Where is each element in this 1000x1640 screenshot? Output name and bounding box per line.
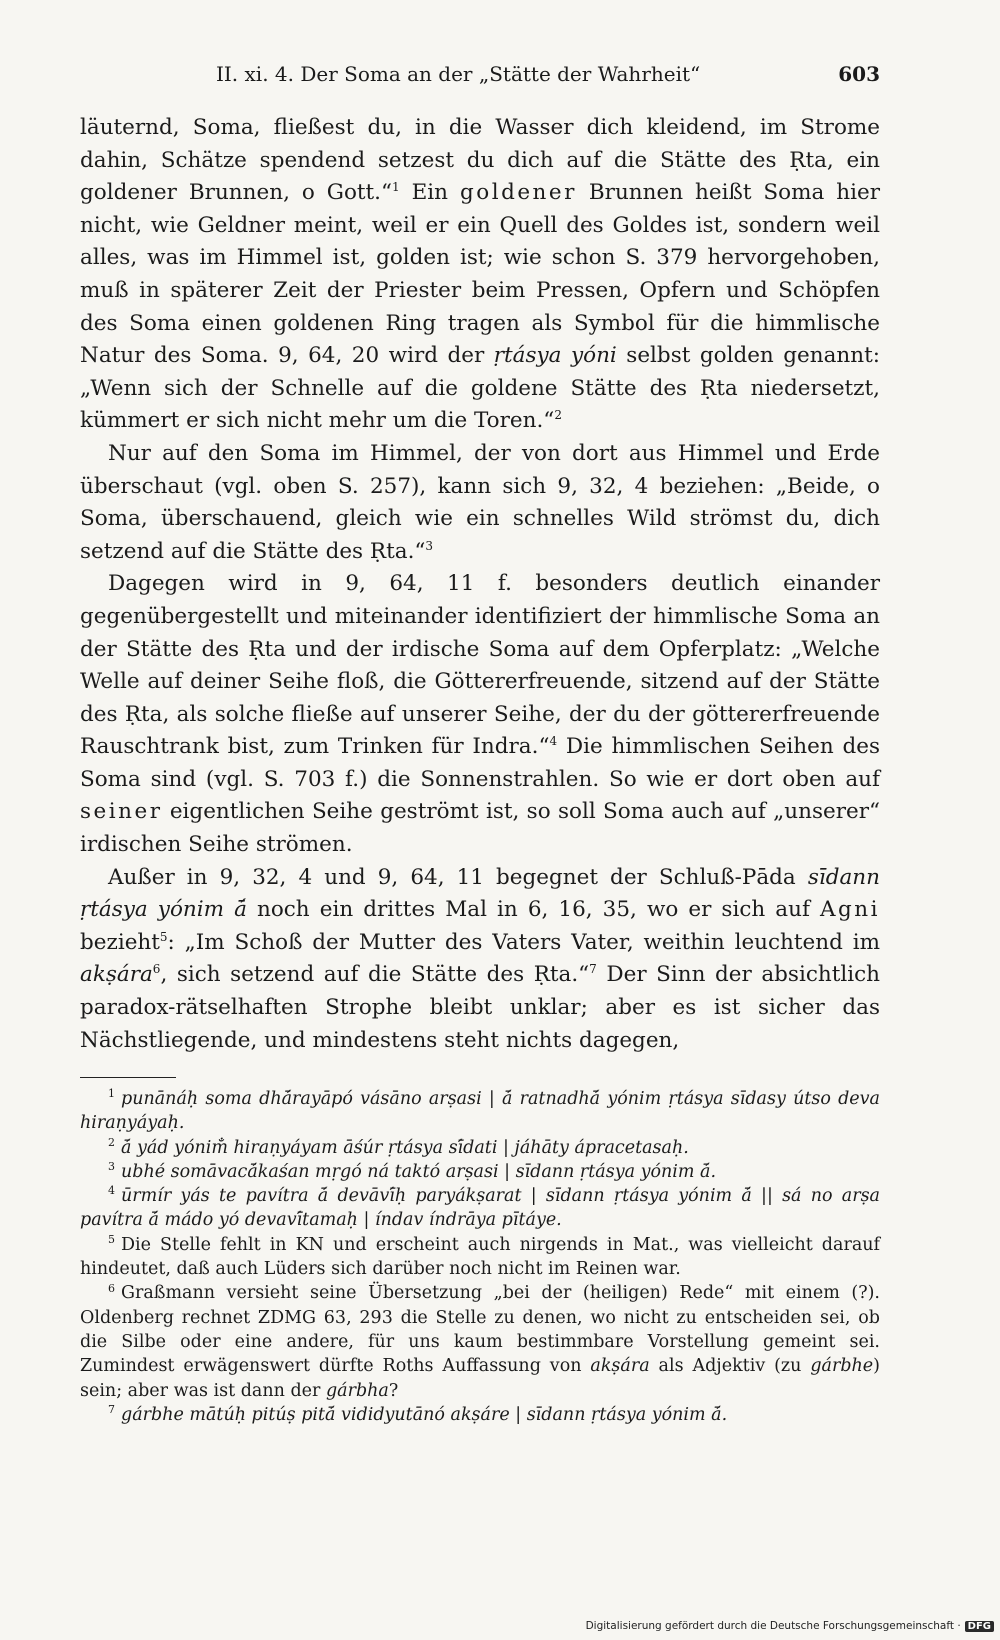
text-run: , sich setzend auf die Stätte des Ṛta.“ bbox=[160, 962, 590, 988]
paragraph bbox=[80, 438, 880, 568]
footnote-number: 3 bbox=[108, 1160, 115, 1174]
footnote-number: 5 bbox=[108, 1232, 115, 1246]
text-run: selbst golden genannt: „Wenn sich der Schnelle auf die goldene Stätte des Ṛta niedersetzt, kümmert er sich nicht mehr um die Toren.“ bbox=[80, 343, 880, 434]
footnote bbox=[80, 1136, 880, 1160]
running-title: II. xi. 4. Der Soma an der „Stätte der Wahrheit“ bbox=[216, 62, 701, 86]
italic-term: gárbhe bbox=[810, 1356, 874, 1377]
footnote-text: Graßmann versieht seine Übersetzung „bei der (heiligen) Rede“ mit einem (?). Oldenberg rechnet ZDMG 63, 293 die Stelle zu denen, wo nicht zu entscheiden sei, ob die Silbe oder eine andere, für uns kaum bestimmbare Vorstellung gemeint sei. Zumindest erwägenswert dürfte Roths Auffassung von bbox=[80, 1283, 880, 1377]
paragraph bbox=[80, 862, 880, 1058]
digitization-credit bbox=[586, 1620, 994, 1632]
text-run: Der Sinn der absichtlich paradox-rätselhaften Strophe bleibt unklar; aber es ist sicher das Nächstliegende, und mindestens steht nichts dagegen, bbox=[80, 962, 880, 1053]
text-run: Dagegen wird in 9, 64, 11 f. besonders deutlich einander gegenübergestellt und miteinander identifiziert der himmlische Soma an der Stätte des Ṛta und der irdische Soma auf dem Opferplatz: „Welche Welle auf deiner Seihe floß, die Göttererfreuende, sitzend auf der Stätte des Ṛta, als solche fließe auf unserer Seihe, der du der göttererfreuende Rauschtrank bist, zum Trinken für Indra.“ bbox=[80, 571, 880, 760]
footnote-text: ) sein; aber was ist dann der bbox=[80, 1356, 880, 1401]
paragraph bbox=[80, 568, 880, 861]
text-run: Die himmlischen Seihen des Soma sind (vgl. S. 703 f.) die Sonnenstrahlen. So wie er dort oben auf bbox=[80, 734, 880, 792]
footnote-ref[interactable]: 2 bbox=[554, 408, 562, 423]
footnote-text: Die Stelle fehlt in KN und erscheint auch nirgends in Mat., was vielleicht darauf hindeutet, daß auch Lüders sich darüber noch nicht im Reinen war. bbox=[80, 1234, 880, 1280]
footnote-text: als Adjektiv (zu bbox=[649, 1356, 811, 1377]
text-run: läuternd, Soma, fließest du, in die Wasser dich kleidend, im Strome dahin, Schätze spendend setzest du dich auf die Stätte des Ṛta, ein goldener Brunnen, o Gott.“ bbox=[80, 115, 880, 206]
footnote-number: 1 bbox=[108, 1087, 115, 1101]
italic-term: gárbha bbox=[325, 1380, 389, 1401]
text-run: bezieht bbox=[80, 929, 160, 955]
footnote-separator bbox=[80, 1077, 176, 1078]
text-run: noch ein drittes Mal in 6, 16, 35, wo er sich auf bbox=[246, 897, 820, 923]
footnote bbox=[80, 1403, 880, 1427]
footnote-ref[interactable]: 7 bbox=[589, 962, 597, 977]
footnote-number: 7 bbox=[108, 1403, 115, 1417]
italic-term: sīdann ṛtásya yónim ā́ bbox=[80, 864, 880, 923]
footnote-ref[interactable]: 4 bbox=[549, 734, 558, 749]
footnote-text: ā́ yád yónim̐ hiraṇyáyam āśúr ṛtásya sī́dati | jáhāty ápracetasaḥ. bbox=[121, 1137, 689, 1158]
footnote-number: 6 bbox=[108, 1281, 115, 1295]
text-run: eigentlichen Seihe geströmt ist, so soll Soma auch auf „unserer“ irdischen Seihe strömen. bbox=[80, 799, 880, 858]
italic-term: akṣára bbox=[80, 962, 153, 988]
footnote-number: 4 bbox=[108, 1184, 115, 1198]
spaced-emphasis: Agni bbox=[820, 897, 881, 923]
footnote-text: ūrmír yás te pavítra ā́ devāvī́ḥ paryákṣarat | sīdann ṛtásya yónim ā́ || sá no arṣa pavítra ā́ mádo yó devavī́tamaḥ | índav índrāya pītáye. bbox=[80, 1186, 880, 1231]
footnote bbox=[80, 1160, 880, 1184]
text-run: Ein bbox=[399, 180, 460, 206]
footnote-text: gárbhe mātúḥ pitúṣ pitā́ vididyutānó akṣáre | sīdann ṛtásya yónim ā́. bbox=[121, 1404, 728, 1425]
footnote bbox=[80, 1184, 880, 1233]
footnote-text: punānáḥ soma dhā́rayāpó vásāno arṣasi | ā́ ratnadhā́ yónim ṛtásya sīdasy útso deva hiraṇyáyaḥ. bbox=[80, 1089, 880, 1134]
footnote-number: 2 bbox=[108, 1135, 115, 1149]
spaced-emphasis: seiner bbox=[80, 799, 163, 825]
footnote-ref[interactable]: 5 bbox=[159, 929, 168, 944]
italic-term: akṣára bbox=[590, 1356, 650, 1377]
footnotes bbox=[80, 1087, 880, 1427]
footnote bbox=[80, 1087, 880, 1136]
running-header bbox=[80, 56, 880, 92]
footnote-ref[interactable]: 3 bbox=[425, 538, 434, 553]
footnote bbox=[80, 1281, 880, 1402]
paragraph bbox=[80, 112, 880, 438]
page-number: 603 bbox=[838, 62, 880, 86]
footnote-ref[interactable]: 6 bbox=[152, 962, 161, 977]
footnote-text: ubhé somāvacā́kaśan mṛgó ná taktó arṣasi | sīdann ṛtásya yónim ā́. bbox=[121, 1161, 717, 1182]
text-run: Brunnen heißt Soma hier nicht, wie Geldner meint, weil er ein Quell des Goldes ist, sondern weil alles, was im Himmel ist, golden ist; wie schon S. 379 hervorgehoben, muß in späterer Zeit der Priester beim Pressen, Opfern und Schöpfen des Soma einen goldenen Ring tragen als Symbol für die himmlische Natur des Soma. 9, 64, 20 wird der bbox=[80, 180, 880, 369]
text-run: Außer in 9, 32, 4 und 9, 64, 11 begegnet der Schluß-Pāda bbox=[108, 864, 808, 890]
italic-term: ṛtásya yóni bbox=[493, 343, 617, 369]
dfg-logo: DFG bbox=[965, 1621, 994, 1632]
credit-text: Digitalisierung gefördert durch die Deutsche Forschungsgemeinschaft · bbox=[585, 1620, 961, 1632]
spaced-emphasis: goldener bbox=[459, 180, 577, 206]
footnote-text: ? bbox=[388, 1380, 399, 1401]
text-run: : „Im Schoß der Mutter des Vaters Vater, weithin leuchtend im bbox=[167, 929, 880, 955]
footnote-ref[interactable]: 1 bbox=[392, 180, 400, 195]
main-text bbox=[80, 112, 880, 1057]
text-run: Nur auf den Soma im Himmel, der von dort aus Himmel und Erde überschaut (vgl. oben S. 257), kann sich 9, 32, 4 beziehen: „Beide, o Soma, überschauend, gleich wie ein schnelles Wild strömst du, dich setzend auf die Stätte des Ṛta.“ bbox=[80, 440, 880, 564]
footnote bbox=[80, 1233, 880, 1282]
